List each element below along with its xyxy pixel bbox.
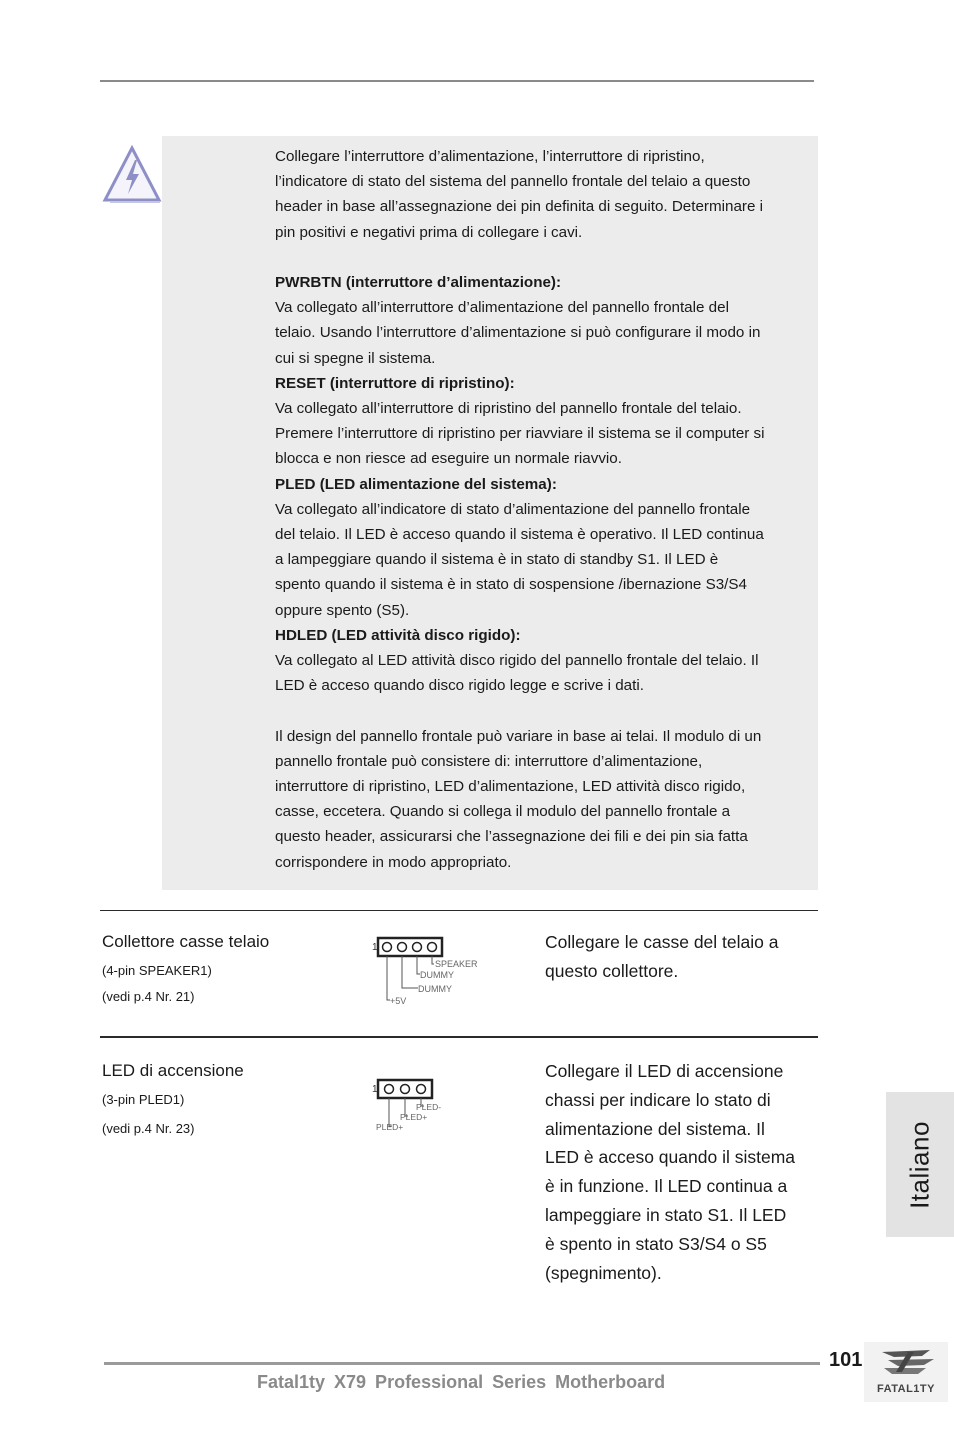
pled-desc-line: è spento in stato S3/S4 o S5 (545, 1233, 767, 1254)
pled-plus-label: PLED+ (376, 1122, 404, 1132)
pled-pin-diagram (370, 1078, 450, 1134)
design-line: Il design del pannello frontale può variare in base ai telai. Il modulo di un (275, 727, 762, 745)
pled-desc-line: LED è acceso quando il sistema (545, 1147, 795, 1168)
page-number: 101 (829, 1349, 863, 1371)
pled-desc-line: è in funzione. Il LED continua a (545, 1176, 788, 1197)
pwrbtn-header: PWRBTN (interruttore d’alimentazione): (275, 274, 562, 291)
pled-line: oppure spento (S5). (275, 601, 410, 619)
design-line: pannello frontale può consistere di: interruttore d’alimentazione, (275, 752, 703, 770)
speaker-pins: (4-pin SPEAKER1) (102, 963, 212, 978)
hdled-line: Va collegato al LED attività disco rigido del pannello frontale del telaio. Il (275, 652, 759, 670)
language-tab-label: Italiano (904, 1120, 935, 1209)
pled-ref: (vedi p.4 Nr. 23) (102, 1121, 195, 1136)
pled-desc-line: alimentazione del sistema. Il (545, 1118, 765, 1139)
design-line: casse, eccetera. Quando si collega il modulo del pannello frontale a (275, 803, 731, 821)
pled-desc-line: chassi per indicare lo stato di (545, 1089, 771, 1110)
reset-line: Premere l’interruttore di ripristino per riavviare il sistema se il computer si (275, 425, 765, 443)
pled-header: PLED (LED alimentazione del sistema): (275, 475, 557, 493)
pled-line: spento quando il sistema è in stato di sospensione /ibernazione S3/S4 (275, 576, 747, 594)
pled-line: Va collegato all’indicatore di stato d’alimentazione del pannello frontale (275, 500, 751, 518)
pled-desc-line: lampeggiare in stato S1. Il LED (545, 1204, 787, 1225)
pled-plus-label: PLED+ (400, 1112, 428, 1122)
language-tab (886, 1092, 954, 1237)
section-divider (100, 910, 818, 911)
design-line: corrispondere in modo appropriato. (275, 853, 512, 871)
note-intro-line: l’indicatore di stato del sistema del pannello frontale del telaio a questo (275, 173, 751, 191)
design-line: interruttore di ripristino, LED d’alimentazione, LED attività disco rigido, (275, 778, 746, 796)
speaker-pin-label: SPEAKER (435, 959, 478, 969)
footer-rule (104, 1362, 820, 1365)
top-rule (100, 80, 814, 82)
dummy-pin-label: DUMMY (420, 970, 454, 980)
speaker-ref: (vedi p.4 Nr. 21) (102, 989, 195, 1004)
warning-icon (102, 144, 162, 206)
pin1-label: 1 (372, 1084, 378, 1095)
pled-desc-line: (spegnimento). (545, 1262, 662, 1283)
section-divider (100, 1036, 818, 1038)
pwrbtn-line: telaio. Usando l’interruttore d’alimentazione si può configurare il modo in (275, 324, 761, 342)
speaker-desc (545, 928, 825, 986)
note-intro-line: header in base all’assegnazione dei pin definita di seguito. Determinare i (275, 198, 763, 216)
pled-title: LED di accensione (102, 1061, 244, 1080)
speaker-desc-line: Collegare le casse del telaio a (545, 932, 779, 952)
reset-header: RESET (interruttore di ripristino): (275, 374, 515, 392)
speaker-pin-diagram (370, 934, 482, 1008)
pled-line: a lampeggiare quando il sistema è in stato di standby S1. Il LED è (275, 551, 719, 569)
pled-desc (545, 1057, 825, 1287)
footer-title: Fatal1ty X79 Professional Series Motherboard (257, 1372, 666, 1392)
hdled-line: LED è acceso quando disco rigido legge e scrive i dati. (275, 677, 644, 695)
dummy-pin-label: DUMMY (418, 984, 452, 994)
logo-text: FATAL1TY (877, 1383, 935, 1395)
speaker-title: Collettore casse telaio (102, 932, 270, 951)
note-intro-line: pin positivi e negativi prima di collegare i cavi. (275, 223, 583, 241)
hdled-header: HDLED (LED attività disco rigido): (275, 626, 521, 644)
pled-pins: (3-pin PLED1) (102, 1092, 185, 1107)
fatal1ty-logo (864, 1342, 948, 1402)
pled-line: del telaio. Il LED è acceso quando il sistema è operativo. Il LED continua (275, 526, 764, 544)
reset-line: Va collegato all’interruttore di ripristino del pannello frontale del telaio. (275, 400, 742, 418)
pin1-label: 1 (372, 942, 378, 953)
pwrbtn-line: cui si spegne il sistema. (275, 349, 436, 367)
pled-desc-line: Collegare il LED di accensione (545, 1061, 784, 1081)
note-intro-line: Collegare l’interruttore d’alimentazione, l’interruttore di ripristino, (275, 148, 705, 165)
pled-minus-label: PLED- (416, 1102, 442, 1112)
reset-line: blocca e non riesce ad eseguire un normale riavvio. (275, 450, 622, 468)
pwrbtn-line: Va collegato all’interruttore d’alimentazione del pannello frontale del (275, 299, 729, 317)
note-text (275, 144, 820, 875)
5v-pin-label: +5V (390, 996, 407, 1006)
speaker-desc-line: questo collettore. (545, 960, 679, 981)
design-line: questo header, assicurarsi che l’assegnazione dei fili e dei pin sia fatta (275, 828, 748, 846)
